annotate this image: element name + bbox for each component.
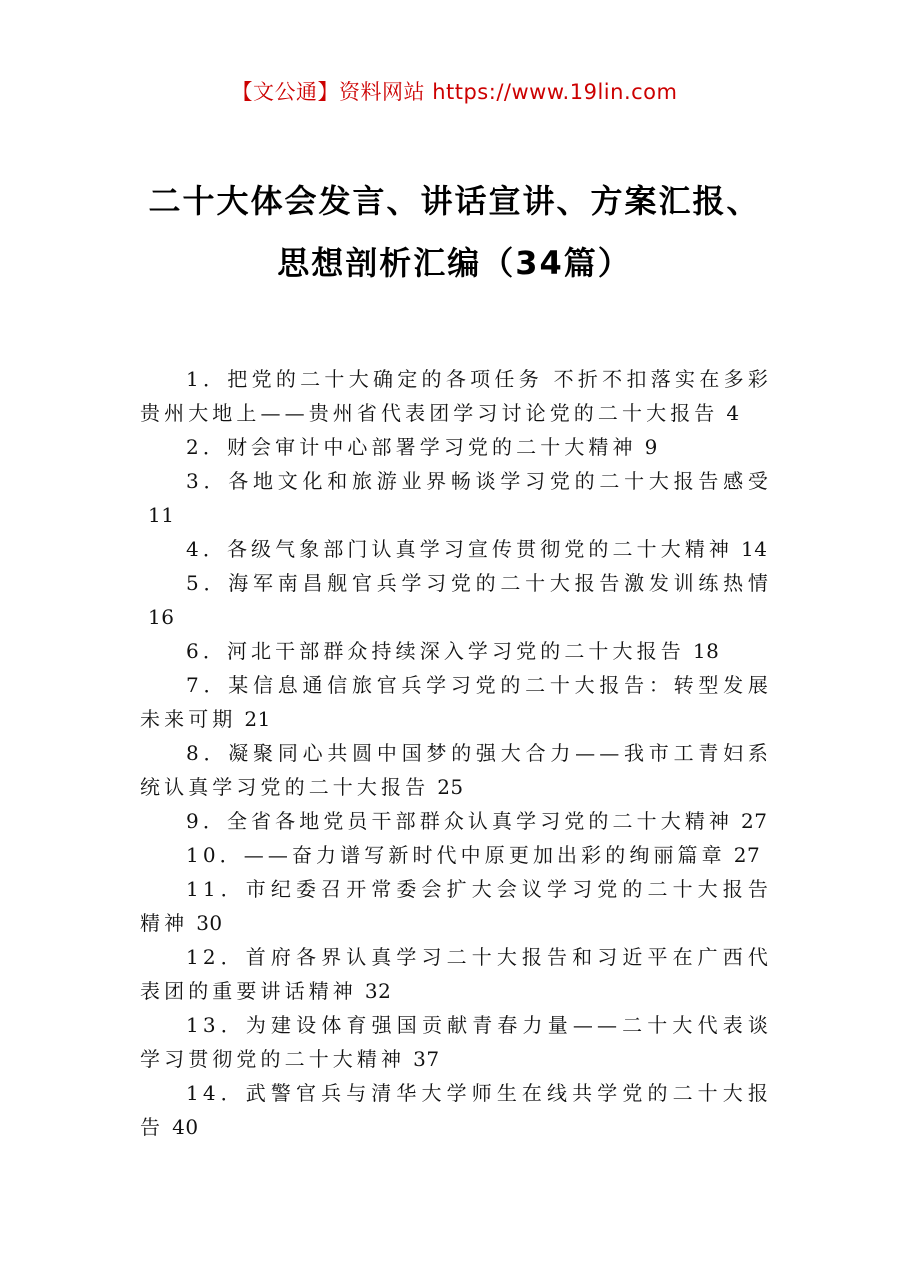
toc-item-page: 27 <box>741 809 768 833</box>
toc-item-title: 海军南昌舰官兵学习党的二十大报告激发训练热情 <box>228 571 772 595</box>
toc-item-title: 把党的二十大确定的各项任务 不折不扣落实在多彩贵州大地上——贵州省代表团学习讨论党的二十大报告 <box>140 367 772 425</box>
toc-item[interactable] <box>140 838 772 872</box>
toc-item-page: 14 <box>741 537 768 561</box>
watermark-link[interactable]: 【文公通】资料网站 https://www.19lin.com <box>231 80 678 104</box>
toc-item-number: 4． <box>186 537 227 561</box>
toc-item-number: 11． <box>186 877 246 901</box>
toc-item-number: 1． <box>186 367 228 391</box>
toc-item[interactable] <box>140 668 772 736</box>
toc-item-number: 3． <box>186 469 229 493</box>
toc-item[interactable] <box>140 804 772 838</box>
toc-item[interactable] <box>140 940 772 1008</box>
toc-item[interactable] <box>140 736 772 804</box>
toc-item-page: 32 <box>364 979 392 1003</box>
toc-item-title: 市纪委召开常委会扩大会议学习党的二十大报告精神 <box>140 877 772 935</box>
toc-item-number: 5． <box>186 571 229 595</box>
toc-item-page: 25 <box>437 775 464 799</box>
toc-item-page: 30 <box>196 911 223 935</box>
toc-item-page: 40 <box>172 1115 199 1139</box>
table-of-contents <box>140 362 772 1144</box>
toc-item-number: 2． <box>186 435 227 459</box>
toc-item-page: 11 <box>148 503 175 527</box>
toc-item[interactable] <box>140 1008 772 1076</box>
toc-item[interactable] <box>140 566 772 634</box>
toc-item-title: 河北干部群众持续深入学习党的二十大报告 <box>226 639 685 663</box>
toc-item-title: 武警官兵与清华大学师生在线共学党的二十大报告 <box>140 1081 772 1139</box>
toc-item-number: 13． <box>186 1013 246 1037</box>
toc-item-number: 14． <box>186 1081 246 1105</box>
toc-item-number: 8． <box>186 741 229 765</box>
toc-item-number: 12． <box>186 945 246 969</box>
toc-item-page: 9 <box>644 435 658 459</box>
toc-item-page: 16 <box>148 605 175 629</box>
toc-item-title: 某信息通信旅官兵学习党的二十大报告：转型发展未来可期 <box>140 673 772 731</box>
toc-item[interactable] <box>140 872 772 940</box>
toc-item-page: 37 <box>413 1047 440 1071</box>
toc-item-page: 27 <box>733 843 761 867</box>
toc-item-title: 凝聚同心共圆中国梦的强大合力——我市工青妇系统认真学习党的二十大报告 <box>140 741 772 799</box>
document-title-line-2: 思想剖析汇编（34篇） <box>277 244 632 282</box>
toc-item[interactable] <box>140 430 772 464</box>
toc-item[interactable] <box>140 634 772 668</box>
toc-item-page: 4 <box>726 401 740 425</box>
toc-item-title: 各级气象部门认真学习宣传贯彻党的二十大精神 <box>226 537 734 561</box>
toc-item-title: 为建设体育强国贡献青春力量——二十大代表谈学习贯彻党的二十大精神 <box>140 1013 772 1071</box>
toc-item-title: 全省各地党员干部群众认真学习党的二十大精神 <box>226 809 734 833</box>
toc-item-number: 10． <box>186 843 244 867</box>
toc-item[interactable] <box>140 464 772 532</box>
toc-item-page: 18 <box>692 639 720 663</box>
toc-item[interactable] <box>140 1076 772 1144</box>
toc-item-number: 6． <box>186 639 227 663</box>
toc-item[interactable] <box>140 532 772 566</box>
toc-item-number: 9． <box>186 809 227 833</box>
toc-item-title: 各地文化和旅游业界畅谈学习党的二十大报告感受 <box>228 469 772 493</box>
toc-item-title: ——奋力谱写新时代中原更加出彩的绚丽篇章 <box>243 843 726 867</box>
toc-item-page: 21 <box>244 707 271 731</box>
toc-item-number: 7． <box>186 673 229 697</box>
document-title-line-1: 二十大体会发言、讲话宣讲、方案汇报、 <box>148 182 761 220</box>
toc-item-title: 首府各界认真学习二十大报告和习近平在广西代表团的重要讲话精神 <box>140 945 772 1003</box>
toc-item[interactable] <box>140 362 772 430</box>
toc-item-title: 财会审计中心部署学习党的二十大精神 <box>226 435 637 459</box>
